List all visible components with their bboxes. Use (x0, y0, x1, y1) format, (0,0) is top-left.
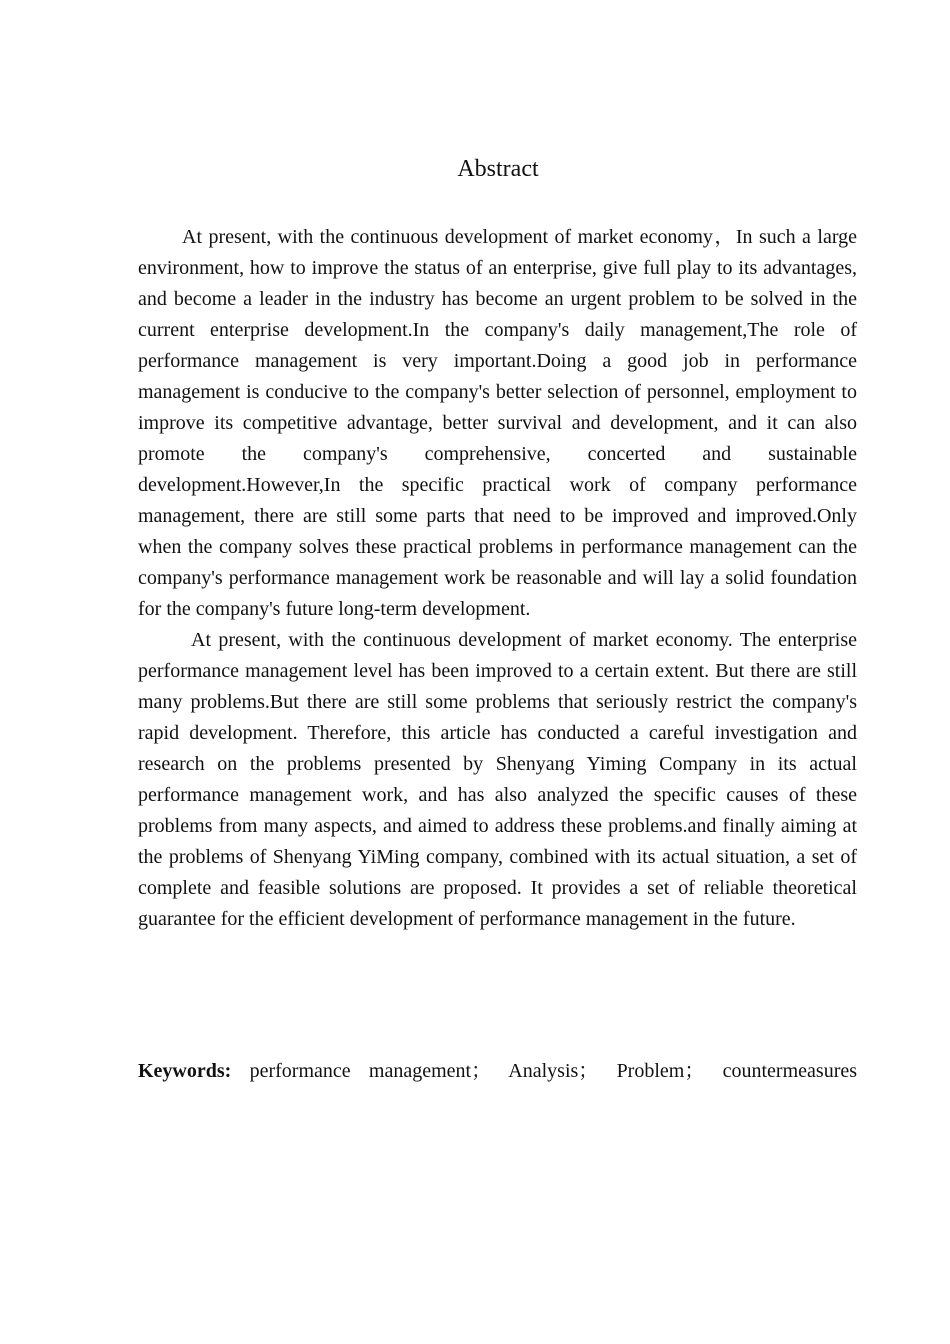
keyword-item: Problem； (616, 1060, 705, 1082)
abstract-body (138, 222, 857, 935)
abstract-paragraph-2: At present, with the continuous development of market economy. The enterprise performance management level has been improved to a certain extent. But there are still many problems.But there are still some problems that seriously restrict the company's rapid development. Therefore, this article has conducted a careful investigation and research on the problems presented by Shenyang Yiming Company in its actual performance management work, and has also analyzed the specific causes of these problems from many aspects, and aimed to address these problems.and finally aiming at the problems of Shenyang YiMing company, combined with its actual situation, a set of complete and feasible solutions are proposed. It provides a set of reliable theoretical guarantee for the efficient development of performance management in the future. (138, 629, 857, 930)
keywords-line (138, 1056, 857, 1087)
keyword-item: Analysis； (508, 1060, 599, 1082)
keyword-item: performance management； (249, 1060, 492, 1082)
abstract-title: Abstract (457, 156, 539, 182)
keyword-item: countermeasures (722, 1060, 858, 1082)
abstract-paragraph-1: At present, with the continuous development of market economy，In such a large environment, how to improve the status of an enterprise, give full play to its advantages, and become a leader in the industry has become an urgent problem to be solved in the current enterprise development.In the company's daily management,The role of performance management is very important.Doing a good job in performance management is conducive to the company's better selection of personnel, employment to improve its competitive advantage, better survival and development, and it can also promote the company's comprehensive, concerted and sustainable development.However,In the specific practical work of company performance management, there are still some parts that need to be improved and improved.Only when the company solves these practical problems in performance management can the company's performance management work be reasonable and will lay a solid foundation for the company's future long-term development. (138, 226, 857, 620)
keywords-label: Keywords: (138, 1060, 232, 1082)
